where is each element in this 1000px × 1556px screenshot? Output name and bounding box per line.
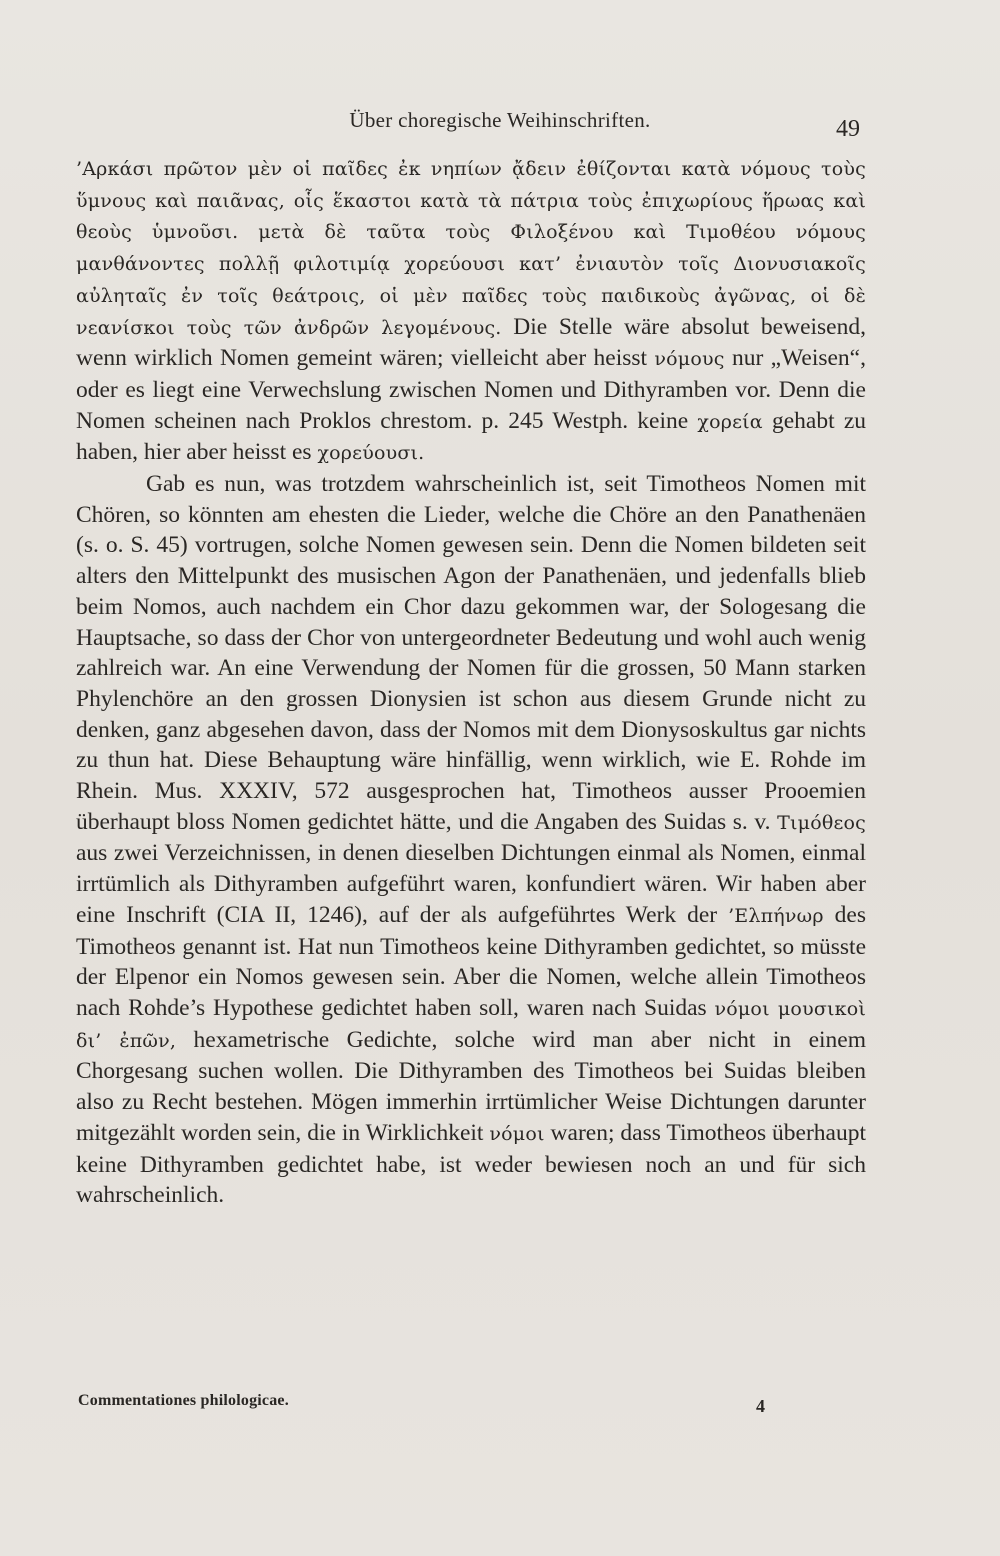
text-run: des Timotheos genannt ist. Hat nun Timotheos keine Dithyramben gedichtet, so müsste der Elpenor ein Nomos gewesen sein. Aber die Nomen, welche allein Timotheos nach Rohde’s Hypothese gedichtet haben soll, waren nach Suidas	[76, 901, 866, 1021]
text-run: nur „Weisen“, oder es liegt eine Verwechslung zwischen Nomen und Dithyramben vor. Denn die Nomen scheinen nach Proklos chrestom. p. 245 Westph. keine	[76, 345, 866, 434]
greek-term: νόμοι	[489, 1122, 545, 1145]
greek-term: Τιμόθεος	[777, 811, 866, 834]
greek-term: ’Ελπήνωρ	[728, 904, 824, 927]
text-run: gehabt zu haben, hier aber heisst es	[76, 407, 866, 466]
text-run: hexametrische Gedichte, solche wird man aber nicht in einem Chorgesang suchen wollen. Die Dithyramben des Timotheos bei Suidas bleiben also zu Recht bestehen. Mögen immerhin irrtümlicher Weise Dichtungen darunter mitgezählt worden sein, die in Wirklichkeit	[76, 1026, 866, 1146]
footer-signature: Commentationes philologicae.	[78, 1392, 289, 1409]
greek-term: νόμοι μουσικοὶ δι’ ἐπῶν,	[76, 997, 866, 1052]
paragraph-1	[76, 153, 866, 469]
paragraph-2	[76, 469, 866, 1211]
text-run: aus zwei Verzeichnissen, in denen dieselben Dichtungen einmal als Nomen, einmal irrtümlich als Dithyramben aufgeführt waren, konfundiert wären. Wir haben aber eine Inschrift (CIA II, 1246), auf der als aufgeführtes Werk der	[76, 840, 866, 928]
body-text	[76, 153, 866, 1211]
signature-number: 4	[756, 1396, 765, 1416]
greek-quotation: ’Αρκάσι πρῶτον μὲν οἱ παῖδες ἐκ νηπίων ᾄδειν ἐθίζονται κατὰ νόμους τοὺς ὕμνους καὶ παιᾶνας, οἷς ἕκαστοι κατὰ τὰ πάτρια τοὺς ἐπιχωρίους ἥρωας καὶ θεοὺς ὑμνοῦσι. μετὰ δὲ ταῦτα τοὺς Φιλοξένου καὶ Τιμοθέου νόμους μανθάνοντες πολλῇ φιλοτιμίᾳ χορεύουσι κατ’ ἐνιαυτὸν τοῖς Διονυσιακοῖς αὐληταῖς ἐν τοῖς θεάτροις, οἱ μὲν παῖδες τοὺς παιδικοὺς ἀγῶνας, οἱ δὲ νεανίσκοι τοὺς τῶν ἀνδρῶν λεγομένους.	[76, 158, 866, 339]
greek-term: χορεύουσι.	[317, 442, 425, 465]
page-number: 49	[836, 116, 860, 142]
running-title: Über choregische Weihinschriften.	[349, 108, 651, 132]
greek-term: νόμους	[654, 348, 725, 371]
text-run: Die Stelle wäre absolut beweisend, wenn wirklich Nomen gemeint wären; vielleicht aber heisst	[76, 313, 866, 372]
greek-term: χορεία	[697, 410, 763, 433]
text-run: Gab es nun, was trotzdem wahrscheinlich ist, seit Timotheos Nomen mit Chören, so könnten am ehesten die Lieder, welche die Chöre an den Panathenäen (s. o. S. 45) vortrugen, solche Nomen gewesen sein. Denn die Nomen bildeten seit alters den Mittelpunkt des musischen Agon der Panathenäen, und jedenfalls blieb beim Nomos, auch nachdem ein Chor dazu gekommen war, der Sologesang die Hauptsache, so dass der Chor von untergeordneter Bedeutung und wohl auch wenig zahlreich war. An eine Verwendung der Nomen für die grossen, 50 Mann starken Phylenchöre an den grossen Dionysien ist schon aus diesem Grunde nicht zu denken, ganz abgesehen davon, dass der Nomos mit dem Dionysoskultus gar nichts zu thun hat. Diese Behauptung wäre hinfällig, wenn wirklich, wie E. Rohde im Rhein. Mus. XXXIV, 572 ausgesprochen hat, Timotheos ausser Prooemien überhaupt bloss Nomen gedichtet hätte, und die Angaben des Suidas s. v.	[76, 471, 866, 835]
text-run: waren; dass Timotheos überhaupt keine Dithyramben gedichtet habe, ist weder bewiesen noch an und für sich wahrscheinlich.	[76, 1119, 867, 1209]
